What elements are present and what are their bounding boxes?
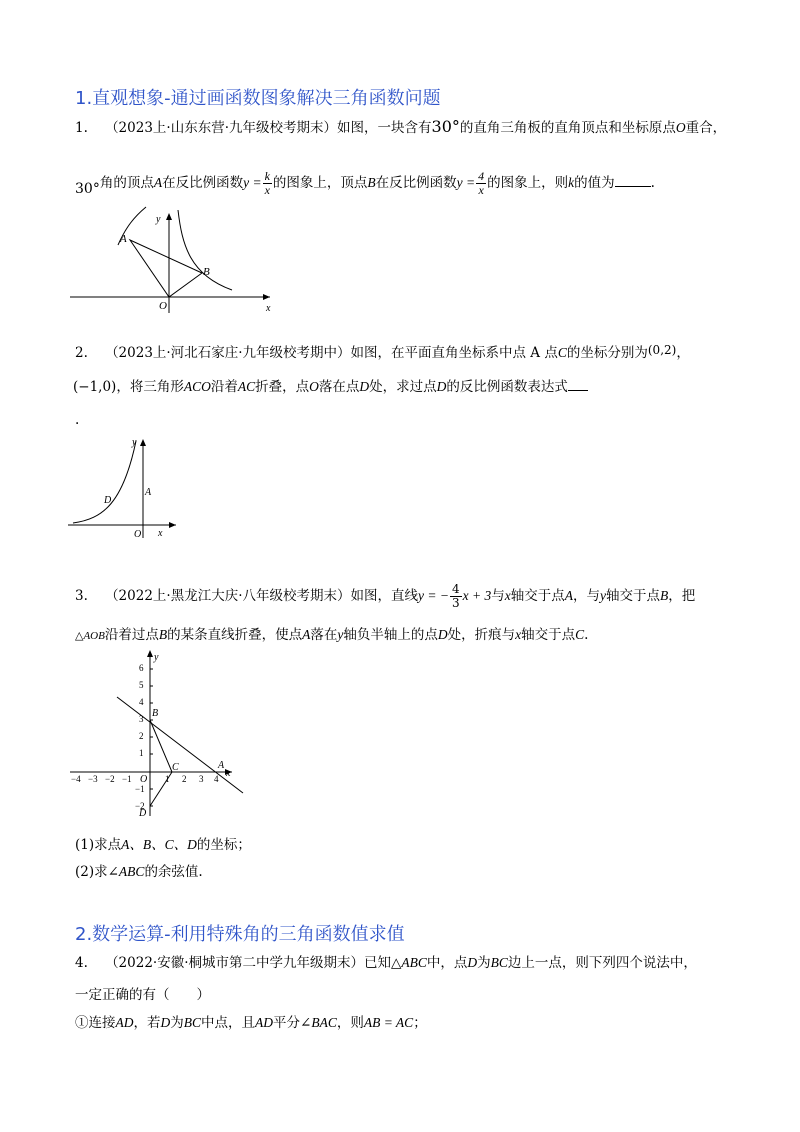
q4-text: ①连接 <box>75 1015 116 1031</box>
q4-line-2: 一定正确的有（ ） <box>75 987 210 1003</box>
q4-text: 为 <box>170 1015 184 1031</box>
q1-fig-B: B <box>203 266 210 278</box>
q3-y-tick: 5 <box>139 680 144 690</box>
q2-figure <box>68 433 178 543</box>
q1-answer-blank[interactable] <box>615 186 651 187</box>
q3-var: B <box>659 588 669 603</box>
q3-var: y <box>337 627 344 642</box>
q3-x-tick: 1 <box>165 774 170 784</box>
q1-degree-2: 30° <box>75 181 100 197</box>
q3-text: 轴负半轴上的点 <box>343 627 438 643</box>
q2-answer-blank[interactable] <box>568 390 588 391</box>
q3-text: (2)求 <box>75 864 108 880</box>
frac-num: 4 <box>451 582 460 596</box>
q3-var: A <box>302 627 311 642</box>
q3-text: (1)求点 <box>75 837 122 853</box>
q3-var: A <box>564 588 573 603</box>
q3-text: 与 <box>491 588 505 604</box>
frac-num: 4 <box>478 169 485 183</box>
frac-den: 3 <box>451 596 460 610</box>
q2-fig-D: D <box>104 495 112 506</box>
q4-var: D <box>160 1015 171 1030</box>
q1-text: 如图，一块含有 <box>337 120 432 136</box>
q3-x-tick: −4 <box>71 774 81 784</box>
section-1-title: 1.直观想象-通过画函数图象解决三角函数问题 <box>75 88 441 109</box>
q1-source: （2023上·山东东营·九年级校考期末） <box>105 120 338 136</box>
q4-source: （2022·安徽·桐城市第二中学九年级期末） <box>105 955 365 971</box>
q3-x-tick: 4 <box>214 774 219 784</box>
q1-fraction-2 <box>476 170 486 197</box>
q2-var: O <box>309 379 319 394</box>
q4-text: 平分 <box>273 1015 301 1031</box>
q3-fraction <box>450 583 462 610</box>
q2-var: C <box>557 345 567 360</box>
q3-var: C <box>575 627 585 642</box>
q1-text: . <box>650 175 655 191</box>
q3-y-tick: −2 <box>135 801 145 811</box>
q2-fig-O: O <box>134 529 142 540</box>
q4-option-1 <box>75 1013 427 1033</box>
q4-var: ∠BAC <box>300 1015 337 1030</box>
q4-text: 为 <box>477 955 491 971</box>
q3-sub-2 <box>75 862 203 882</box>
q2-line-3: . <box>75 412 80 428</box>
q4-var: D <box>467 955 478 970</box>
q3-source: （2022上·黑龙江大庆·八年级校考期末） <box>105 588 351 604</box>
q3-text: 的余弦值. <box>144 864 203 880</box>
q2-text: 沿着 <box>210 379 238 395</box>
q4-var: BC <box>490 955 508 970</box>
q3-fig-A: A <box>218 760 225 771</box>
q3-var: D <box>437 627 448 642</box>
q4-var: AD <box>115 1015 134 1030</box>
q2-line-2 <box>73 377 588 397</box>
q3-text: 处，折痕与 <box>447 627 516 643</box>
q3-y-tick: 1 <box>139 748 144 758</box>
q2-text: ，将三角形 <box>116 379 184 395</box>
q2-text: 落在点 <box>318 379 360 395</box>
q1-line-1 <box>75 117 726 138</box>
q2-text: 如图，在平面直角坐标系中点 A 点 <box>350 345 558 361</box>
q2-fig-x: x <box>158 528 163 539</box>
q3-x-tick: 3 <box>199 774 204 784</box>
q3-x-tick: −1 <box>122 774 132 784</box>
q1-text: 在反比例函数 <box>375 175 457 191</box>
q1-text: 的直角三角板的直角顶点和坐标原点 <box>459 120 676 136</box>
q1-text: 的值为 <box>574 175 615 191</box>
q2-text: ， <box>676 345 690 361</box>
q3-var: ∠ABC <box>107 864 145 879</box>
q1-figure <box>70 205 280 315</box>
q2-var: AC <box>237 379 256 394</box>
q3-text: 的某条直线折叠，使点 <box>167 627 303 643</box>
q3-var: x <box>504 588 511 603</box>
q3-text: 轴交于点 <box>605 588 660 604</box>
q2-var: ACO <box>183 379 211 394</box>
q2-var: D <box>436 379 447 394</box>
q4-line-1 <box>75 953 697 973</box>
q1-fig-y: y <box>156 214 161 225</box>
q3-fig-O: O <box>140 774 148 785</box>
q2-coord: (0,2) <box>647 343 677 357</box>
q3-fig-C: C <box>172 762 179 773</box>
q4-text: ； <box>413 1015 427 1031</box>
q3-triangle: △AOB <box>75 630 105 642</box>
q1-func: y = <box>456 175 476 190</box>
q3-var: x <box>515 627 522 642</box>
q3-text: 的坐标； <box>196 837 251 853</box>
q3-sub-1 <box>75 835 251 855</box>
q1-degree: 30° <box>431 117 460 136</box>
q2-text: 的反比例函数表达式 <box>446 379 568 395</box>
q4-number: 4. <box>75 955 88 971</box>
q4-var: BC <box>183 1015 202 1030</box>
q3-text: 沿着过点 <box>104 627 159 643</box>
q3-x-tick: −3 <box>88 774 98 784</box>
q1-text: 在反比例函数 <box>162 175 244 191</box>
q2-var: D <box>359 379 370 394</box>
q2-coord: (−1,0) <box>73 379 117 395</box>
q4-var: AB = AC <box>363 1015 414 1030</box>
q1-fig-A: A <box>120 233 127 245</box>
q3-y-tick: 2 <box>139 731 144 741</box>
q3-x-tick: 2 <box>182 774 187 784</box>
q4-text: ，则 <box>336 1015 364 1031</box>
q3-figure <box>68 648 253 820</box>
q4-var: AD <box>255 1015 274 1030</box>
q1-var: O <box>675 120 686 135</box>
q3-fig-y: y <box>154 652 159 663</box>
q3-x-tick: −2 <box>105 774 115 784</box>
q2-fig-y: y <box>132 437 137 448</box>
q1-text: 的图象上，顶点 <box>272 175 368 191</box>
q2-fig-A: A <box>145 487 152 498</box>
q1-fig-O: O <box>159 300 167 312</box>
q3-var: B <box>158 627 168 642</box>
q3-text: . <box>584 627 589 643</box>
q3-y-tick: 4 <box>139 697 144 707</box>
q3-var: A、B、C、D <box>121 837 197 852</box>
q1-line-2 <box>75 170 655 197</box>
q1-text: 角的顶点 <box>99 175 154 191</box>
q3-text: 落在 <box>310 627 338 643</box>
q4-text: 中，点 <box>426 955 468 971</box>
q2-number: 2. <box>75 345 88 361</box>
q3-text: 轴交于点 <box>521 627 576 643</box>
q1-fraction-1 <box>263 170 272 197</box>
q2-text: 处，求过点 <box>369 379 437 395</box>
q3-var: y <box>599 588 606 603</box>
q1-number: 1. <box>75 120 88 136</box>
q4-text: ，若 <box>133 1015 161 1031</box>
q3-y-tick: 3 <box>139 714 144 724</box>
q3-text: 如图，直线 <box>350 588 419 604</box>
q2-text: 的坐标分别为 <box>566 345 648 361</box>
q4-var: △ABC <box>391 955 427 970</box>
q3-line-1 <box>75 583 695 610</box>
q1-text: 的图象上，则 <box>487 175 569 191</box>
q1-var: A <box>153 175 163 190</box>
q3-fig-D: D <box>139 808 147 819</box>
q3-fig-B: B <box>152 708 159 719</box>
q1-var: B <box>367 175 376 190</box>
q1-var: k <box>568 175 575 190</box>
section-2-title: 2.数学运算-利用特殊角的三角函数值求值 <box>75 924 405 945</box>
q3-y-tick: −1 <box>135 784 145 794</box>
q4-text: 已知 <box>364 955 392 971</box>
q2-source: （2023上·河北石家庄·九年级校考期中） <box>105 345 351 361</box>
q3-number: 3. <box>75 588 88 604</box>
q3-line-2 <box>75 625 588 646</box>
frac-den: x <box>478 183 484 197</box>
q1-func: y = <box>243 175 262 190</box>
q3-y-tick: 6 <box>139 663 144 673</box>
frac-num: k <box>264 169 270 183</box>
q4-text: 中点，且 <box>201 1015 256 1031</box>
q2-line-1 <box>75 343 690 363</box>
q4-text: 边上一点，则下列四个说法中， <box>507 955 697 971</box>
q3-text: ，把 <box>668 588 696 604</box>
q3-fig-x: x <box>226 768 231 779</box>
q1-fig-x: x <box>266 303 271 314</box>
q3-eq: x + 3 <box>462 588 492 603</box>
q3-text: ，与 <box>572 588 600 604</box>
q3-text: 轴交于点 <box>510 588 565 604</box>
q1-text: 重合， <box>685 120 727 136</box>
frac-den: x <box>264 183 270 197</box>
q2-text: 折叠，点 <box>255 379 310 395</box>
q3-eq: y = − <box>418 588 449 603</box>
